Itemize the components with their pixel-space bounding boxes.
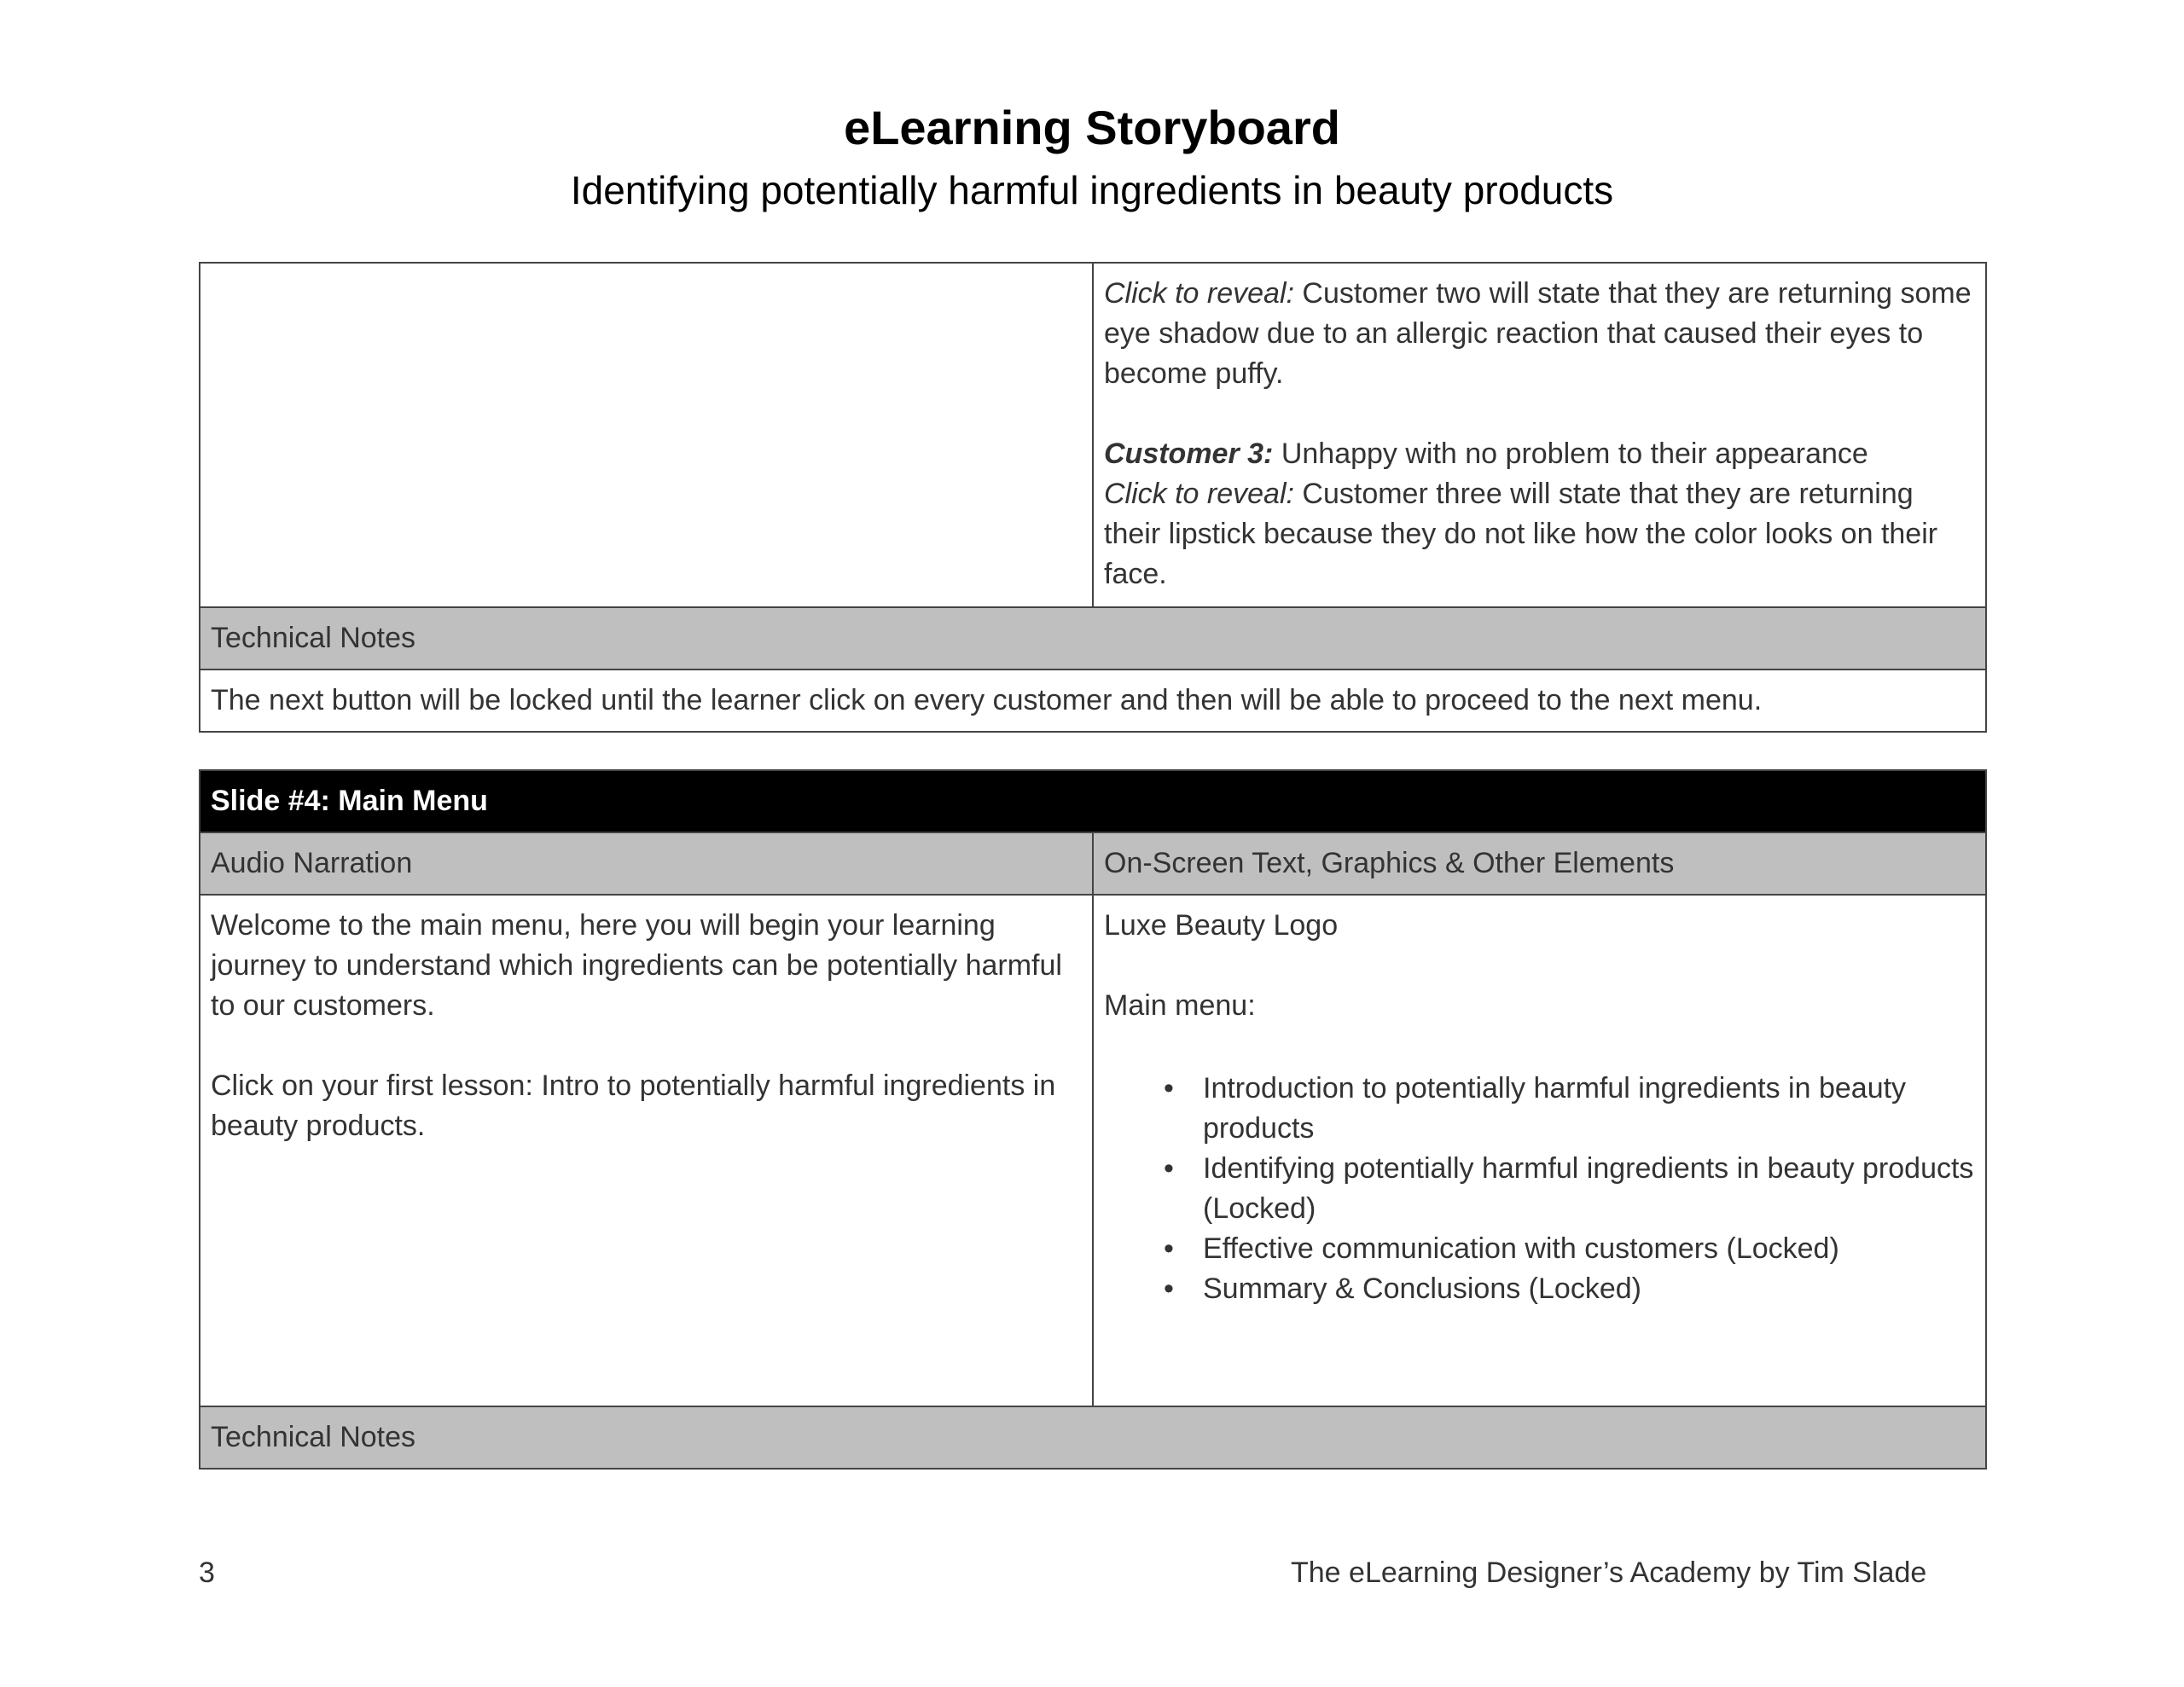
- onscreen-elements-cell: [1093, 895, 1986, 1406]
- customer-2-reveal: [1104, 274, 1975, 394]
- logo-description: Luxe Beauty Logo: [1104, 909, 1339, 942]
- customer-3-reveal: [1104, 474, 1975, 594]
- slide-3-content-row: [200, 263, 1986, 607]
- menu-item: • Summary & Conclusions (Locked): [1164, 1269, 1975, 1309]
- audio-narration-cell: [200, 895, 1093, 1406]
- slide-4-title: Slide #4: Main Menu: [200, 770, 1986, 832]
- main-menu-list: [1104, 1069, 1975, 1309]
- technical-notes-text: The next button will be locked until the learner click on every customer and then will be able to proceed to the next menu.: [200, 670, 1986, 732]
- technical-notes-header: Technical Notes: [200, 1406, 1986, 1469]
- slide-4-content-row: [200, 895, 1986, 1406]
- technical-notes-header: Technical Notes: [200, 607, 1986, 670]
- audio-narration-cell-empty: [200, 263, 1093, 607]
- slide-3-table: [199, 262, 1987, 733]
- menu-item: • Effective communication with customers (Locked): [1164, 1229, 1975, 1269]
- footer-credit: The eLearning Designer’s Academy by Tim Slade: [1291, 1557, 1927, 1589]
- menu-item: • Identifying potentially harmful ingredients in beauty products (Locked): [1164, 1149, 1975, 1229]
- bullet-icon: •: [1164, 1232, 1174, 1265]
- customer-3-text: Unhappy with no problem to their appearance: [1273, 438, 1868, 470]
- audio-paragraph-1: Welcome to the main menu, here you will begin your learning journey to understand which ingredients can be potentially harmful to our customers.: [211, 909, 1062, 1022]
- onscreen-elements-header: On-Screen Text, Graphics & Other Elements: [1093, 832, 1986, 895]
- document-title: eLearning Storyboard: [844, 101, 1340, 154]
- bullet-icon: •: [1164, 1272, 1174, 1305]
- main-menu-label: Main menu:: [1104, 989, 1256, 1022]
- slide-4-table: [199, 769, 1987, 1470]
- customer-3-label: Customer 3:: [1104, 438, 1274, 470]
- click-to-reveal-label: Click to reveal:: [1104, 478, 1294, 510]
- customer-3-reveal-text: Customer three will state that they are returning their lipstick because they do not like how the color looks on their face.: [1104, 478, 1938, 590]
- page-number: 3: [199, 1557, 215, 1589]
- customer-2-reveal-text: Customer two will state that they are returning some eye shadow due to an allergic reaction that caused their eyes to become puffy.: [1104, 277, 1972, 390]
- onscreen-elements-cell: [1093, 263, 1986, 607]
- audio-narration-header: Audio Narration: [200, 832, 1093, 895]
- bullet-icon: •: [1164, 1152, 1174, 1185]
- audio-paragraph-2: Click on your first lesson: Intro to potentially harmful ingredients in beauty products.: [211, 1070, 1056, 1142]
- click-to-reveal-label: Click to reveal:: [1104, 277, 1294, 310]
- document-subtitle: Identifying potentially harmful ingredients in beauty products: [570, 168, 1614, 212]
- customer-3-description: [1104, 434, 1975, 474]
- menu-item: • Introduction to potentially harmful ingredients in beauty products: [1164, 1069, 1975, 1149]
- bullet-icon: •: [1164, 1072, 1174, 1104]
